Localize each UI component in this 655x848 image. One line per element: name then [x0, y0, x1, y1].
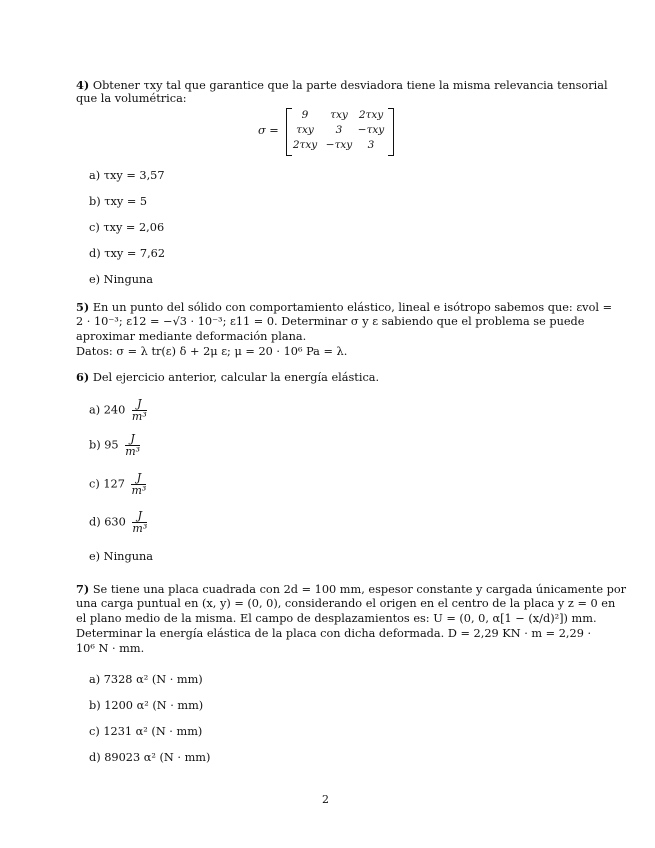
- option-label: d) 630: [89, 515, 126, 529]
- q4-line1: [76, 78, 608, 93]
- q4-text: Obtener τxy tal que garantice que la parte desviadora tiene la misma relevancia tensorial: [92, 79, 608, 92]
- q7-line4: Determinar la energía elástica de la placa con dicha deformada. D = 2,29 KN · m = 2,29 ·: [76, 627, 592, 640]
- q6-option-d: [89, 510, 147, 535]
- q7-line1: [76, 582, 626, 597]
- matrix-cell: τxy: [330, 109, 348, 121]
- q7-line2: una carga puntual en (x, y) = (0, 0), considerando el origen en el centro de la placa y z = 0 en: [76, 597, 616, 610]
- matrix-cell: −τxy: [357, 124, 385, 136]
- q6-option-b: [89, 433, 140, 458]
- matrix-cell: 3: [335, 124, 343, 136]
- q4-option-e: e) Ninguna: [89, 273, 153, 286]
- q4-option-a: a) τxy = 3,57: [89, 169, 165, 182]
- fraction-denominator: m³: [131, 410, 147, 423]
- q6-option-c: [89, 472, 146, 497]
- q7-line5: 10⁶ N · mm.: [76, 642, 145, 655]
- q4-option-b: b) τxy = 5: [89, 195, 148, 208]
- q5-datos: Datos: σ = λ tr(ε) δ + 2μ ε; μ = 20 · 10⁶ Pa = λ.: [76, 345, 348, 358]
- q5-line3: aproximar mediante deformación plana.: [76, 330, 307, 343]
- matrix-cell: 9: [301, 109, 309, 121]
- matrix-right-bracket: [388, 108, 394, 156]
- matrix-cell: τxy: [296, 124, 314, 136]
- q4-line2: que la volumétrica:: [76, 92, 187, 105]
- q5-text: En un punto del sólido con comportamiento elástico, lineal e isótropo sabemos que: εvol =: [92, 301, 613, 314]
- q7-line3: el plano medio de la misma. El campo de desplazamientos es: U = (0, 0, α[1 − (x/d)²]) mm.: [76, 612, 597, 625]
- q6-text: Del ejercicio anterior, calcular la energía elástica.: [92, 371, 380, 384]
- q7-option-d: d) 89023 α² (N · mm): [89, 751, 211, 764]
- q5-line2: 2 · 10⁻³; ε12 = −√3 · 10⁻³; ε11 = 0. Determinar σ y ε sabiendo que el problema se puede: [76, 315, 585, 328]
- matrix-cell: 2τxy: [358, 109, 384, 121]
- option-label: b) 95: [89, 438, 119, 452]
- option-label: a) 240: [89, 403, 126, 417]
- matrix-cell: 3: [367, 139, 375, 151]
- fraction-denominator: m³: [131, 484, 147, 497]
- q6-option-a: [89, 398, 147, 423]
- q4-number: 4): [76, 78, 90, 92]
- fraction-numerator: J: [131, 472, 146, 485]
- fraction-numerator: J: [132, 510, 147, 523]
- q7-option-a: a) 7328 α² (N · mm): [89, 673, 203, 686]
- q7-text: Se tiene una placa cuadrada con 2d = 100 mm, espesor constante y cargada únicamente por: [92, 583, 627, 596]
- fraction-denominator: m³: [125, 445, 141, 458]
- q7-option-c: c) 1231 α² (N · mm): [89, 725, 203, 738]
- q7-number: 7): [76, 582, 90, 596]
- q6-line1: [76, 370, 379, 385]
- q6-number: 6): [76, 370, 90, 384]
- q5-number: 5): [76, 300, 90, 314]
- q4-option-d: d) τxy = 7,62: [89, 247, 166, 260]
- q5-line1: [76, 300, 612, 315]
- q6-option-e: e) Ninguna: [89, 550, 153, 563]
- fraction-denominator: m³: [132, 522, 148, 535]
- matrix-lhs: σ =: [258, 124, 279, 137]
- matrix-cell: 2τxy: [292, 139, 318, 151]
- unit-fraction: [132, 510, 147, 535]
- fraction-numerator: J: [125, 433, 140, 446]
- fraction-numerator: J: [132, 398, 147, 411]
- unit-fraction: [132, 398, 147, 423]
- option-label: c) 127: [89, 477, 125, 491]
- unit-fraction: [125, 433, 140, 458]
- q7-option-b: b) 1200 α² (N · mm): [89, 699, 204, 712]
- stress-matrix: [258, 108, 398, 154]
- page-number: 2: [322, 793, 329, 806]
- q4-option-c: c) τxy = 2,06: [89, 221, 165, 234]
- unit-fraction: [131, 472, 146, 497]
- matrix-cell: −τxy: [325, 139, 353, 151]
